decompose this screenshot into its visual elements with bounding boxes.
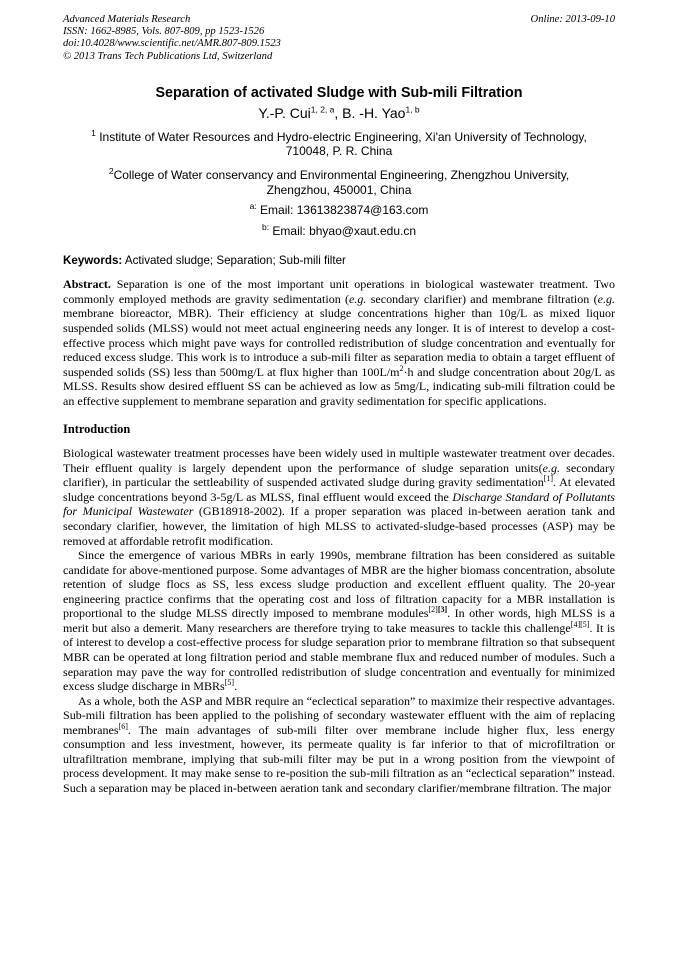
affiliation-2 (63, 168, 615, 197)
email-a (63, 203, 615, 218)
body-text: secondary clarifier), in particular the settleability of suspended activated sludge during gravity sedimentation (63, 460, 615, 490)
body-text: . (234, 679, 238, 694)
abstract-paragraph (63, 277, 615, 408)
body-text: As a whole, both the ASP and MBR require an “eclectical separation” to maximize their respective advantages. Sub-mili filtration has been applied to the polishing of secondary wastewater effluent with the aim of replacing membranes (63, 693, 615, 737)
author-affiliation-marker: 1, b (405, 104, 420, 115)
citation: [4][5] (570, 619, 590, 629)
abstract-text: membrane bioreactor, MBR). Their efficiency at sludge concentrations higher than 10g/L as mixed liquor suspended solids (MLSS) would not meet actual engineering needs any longer. It is of interest to develop a cost-effective process which might pave ways for controlled redistribution of sludge concentration and eventually for reduced excess sludge. This work is to introduce a sub-mili filter as separation media to obtain a target effluent of suspended solids (SS) less than 500mg/L at flux higher than 100L/m (63, 306, 615, 379)
citation: [3] (437, 605, 448, 615)
doi-line: doi:10.4028/www.scientific.net/AMR.807-809.1523 (63, 38, 281, 50)
body-text: Since the emergence of various MBRs in early 1990s, membrane filtration has been considered as suitable candidate for above-mentioned purpose. Some advantages of MBR are the higher biomass concentration, absolute retention of sludge flocs as SS, less excess sludge production and excellent effluent quality. The 20-year engineering practice confirms that the operating cost and loss of filtration capacity for a MBR installation is proportional to the sludge MLSS directly imposed to membrane modules (63, 548, 615, 621)
affiliation-marker: 2 (108, 166, 114, 176)
body-text: Biological wastewater treatment processes have been widely used in multiple wastewater treatment over decades. Their effluent quality is largely dependent upon the performance of sludge separation units( (63, 446, 615, 475)
author-name: Y.-P. Cui (258, 104, 311, 121)
author-affiliation-marker: 1, 2, a (310, 104, 335, 115)
body-text: (GB18918-2002). If a proper separation was placed in-between aeration tank and secondary clarifier, however, the limitation of high MLSS to activated-sludge-based processes (ASP) may be removed at affordable retrofit modification. (63, 504, 615, 548)
body-text: . It is of interest to develop a cost-effective process for sludge separation prior to membrane filtration so that subsequent MBR can be operated at long filtration period and stable membrane flux and reduced number of modules. Such a separation may pave the way for controlled redistribution of sludge concentration and eventually for minimized excess sludge discharge in MBRs (63, 620, 615, 694)
keywords (63, 254, 615, 268)
intro-paragraph-2 (63, 548, 615, 693)
email-text: Email: 13613823874@163.com (256, 203, 429, 218)
superscript: 2 (399, 363, 404, 373)
body-italic: e.g. (542, 460, 560, 475)
body-text: . At elevated sludge concentrations beyond 3-5g/L as MLSS, final effluent would exceed the (63, 475, 615, 504)
citation: [2] (428, 605, 438, 615)
body-italic: Discharge Standard of Pollutants for Municipal Wastewater (63, 489, 615, 519)
body-text: . The main advantages of sub-mili filter over membrane include higher flux, less energy consumption and less investment, however, its permeate quality is far inferior to that of microfiltration or ultrafiltration membrane, implying that sub-mili filter may be put in a wrong position from the viewpoint of process development. It may make sense to re-position the sub-mili filtration as an “eclectical separation” instead. Such a separation may be placed in-between aeration tank and secondary clarifier/membrane filtration. The major (63, 722, 615, 795)
abstract-label: Abstract. (63, 277, 111, 292)
section-heading-introduction: Introduction (63, 422, 131, 437)
copyright-line: © 2013 Trans Tech Publications Ltd, Switzerland (63, 50, 273, 62)
intro-paragraph-1 (63, 446, 615, 548)
online-date: Online: 2013-09-10 (530, 14, 615, 25)
body-text: . In other words, high MLSS is a merit but also a demerit. Many researchers are therefore trying to take measures to tackle this challenge (63, 606, 615, 635)
affiliation-text: Institute of Water Resources and Hydro-electric Engineering, Xi'an University of Technology, (95, 129, 587, 144)
citation: [1] (543, 474, 554, 484)
email-marker: a: (249, 201, 257, 212)
affiliation-marker: 1 (91, 127, 96, 138)
abstract-text: ·h and sludge concentration about 20g/L as MLSS. Results show desired effluent SS can be achieved as low as 5mg/L, indicating sub-mili filtration could be an effective supplement to membrane separation and gravity sedimentation for specific applications. (63, 364, 615, 408)
abstract-text: secondary clarifier) and membrane filtration ( (366, 291, 598, 306)
email-text: Email: bhyao@xaut.edu.cn (269, 223, 417, 238)
citation: [6] (118, 721, 128, 731)
affiliation-text: Zhengzhou, 450001, China (266, 182, 412, 197)
abstract-italic: e.g. (597, 291, 615, 306)
author-separator: , (334, 104, 343, 121)
affiliation-text: 710048, P. R. China (285, 144, 393, 159)
abstract-italic: e.g. (349, 291, 367, 306)
journal-header (63, 14, 615, 63)
paper-title: Separation of activated Sludge with Sub-mili Filtration (155, 84, 523, 101)
citation: [5] (224, 678, 235, 688)
affiliation-1 (63, 127, 615, 159)
email-marker: b: (261, 221, 270, 232)
journal-name: Advanced Materials Research (63, 14, 191, 25)
affiliation-text: College of Water conservancy and Environmental Engineering, Zhengzhou University, (113, 168, 570, 182)
author-list (63, 105, 615, 122)
issn-line: ISSN: 1662-8985, Vols. 807-809, pp 1523-1526 (63, 26, 265, 38)
keywords-label: Keywords: (63, 254, 123, 268)
author-name: B. -H. Yao (342, 104, 406, 121)
keywords-text: Activated sludge; Separation; Sub-mili filter (122, 254, 346, 268)
abstract-text: Separation is one of the most important unit operations in biological wastewater treatment. Two commonly employed methods are gravity sedimentation ( (63, 277, 615, 306)
email-b (63, 221, 615, 239)
intro-paragraph-3 (63, 694, 615, 796)
